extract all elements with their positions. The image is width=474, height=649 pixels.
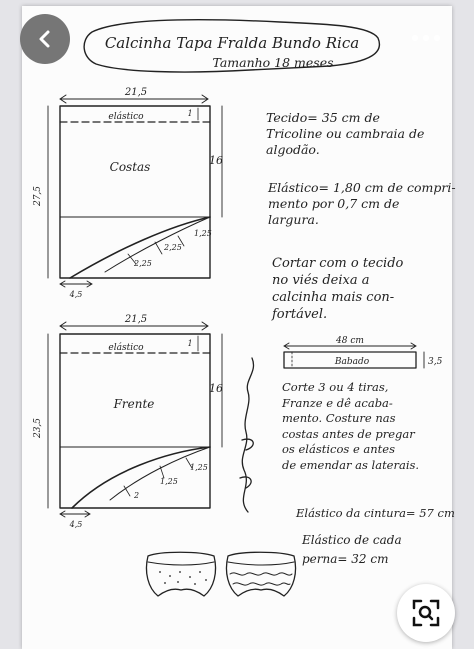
front-crotch-label: 4,5 (69, 520, 83, 529)
lens-search-icon (411, 598, 441, 628)
back-pattern-piece (33, 87, 223, 299)
front-curve-offset-1: 1,25 (190, 463, 208, 472)
leg-elastic-note: Elástico de cada perna= 32 cm (302, 533, 402, 566)
back-button[interactable] (20, 14, 70, 64)
title-line-2: Tamanho 18 meses (212, 55, 334, 70)
ruffle-diagram (284, 336, 443, 368)
back-curve-offset-2: 2,25 (164, 243, 182, 252)
back-crotch-label: 4,5 (69, 290, 83, 299)
ruffle-height-label: 3,5 (428, 357, 443, 367)
front-leg-curve (72, 447, 210, 508)
title-line-1: Calcinha Tapa Fralda Bundo Rica (104, 34, 360, 52)
front-elastic-label: elástico (108, 343, 144, 353)
front-rise-label: 16 (209, 382, 223, 395)
front-width-label: 21,5 (124, 314, 148, 325)
visual-search-button[interactable] (397, 584, 455, 642)
back-piece-name: Costas (109, 160, 151, 174)
chevron-left-icon (35, 29, 55, 49)
back-height-label: 27,5 (33, 185, 43, 207)
front-curve-offset-2: 1,25 (160, 477, 178, 486)
signature (240, 358, 254, 512)
back-elastic-depth: 1 (187, 109, 193, 118)
more-dots-icon (411, 34, 441, 42)
back-curve-offset-3: 2,25 (134, 259, 152, 268)
back-elastic-label: elástico (108, 112, 144, 122)
ruffle-instructions: Corte 3 ou 4 tiras, Franze e dê acaba- mento. Costure nas costas antes de pregar os elásticos e antes de emendar as laterais. (282, 380, 420, 472)
front-curve-offset-3: 2 (134, 491, 140, 500)
front-elastic-depth: 1 (187, 339, 193, 348)
ruffle-strip-label: Babado (334, 357, 370, 367)
fabric-note: Tecido= 35 cm de Tricoline ou cambraia de algodão. (266, 110, 425, 157)
waist-elastic-note: Elástico da cintura= 57 cm (296, 506, 455, 520)
back-curve-offset-1: 1,25 (194, 229, 212, 238)
front-piece-name: Frente (113, 397, 155, 411)
cut-note: Cortar com o tecido no viés deixa a calcinha mais con- fortável. (272, 256, 404, 322)
more-options-button[interactable] (404, 20, 448, 56)
front-height-label: 23,5 (33, 417, 43, 439)
panties-ruffle-illustration (226, 552, 295, 596)
back-width-label: 21,5 (124, 87, 148, 98)
back-rise-label: 16 (209, 154, 223, 167)
elastic-note: Elástico= 1,80 cm de compri- mento por 0,7 cm de largura. (268, 180, 456, 227)
ruffle-width-label: 48 cm (336, 336, 364, 346)
back-outline (60, 106, 210, 278)
panties-plain-illustration (146, 552, 215, 596)
front-pattern-piece (33, 314, 223, 529)
